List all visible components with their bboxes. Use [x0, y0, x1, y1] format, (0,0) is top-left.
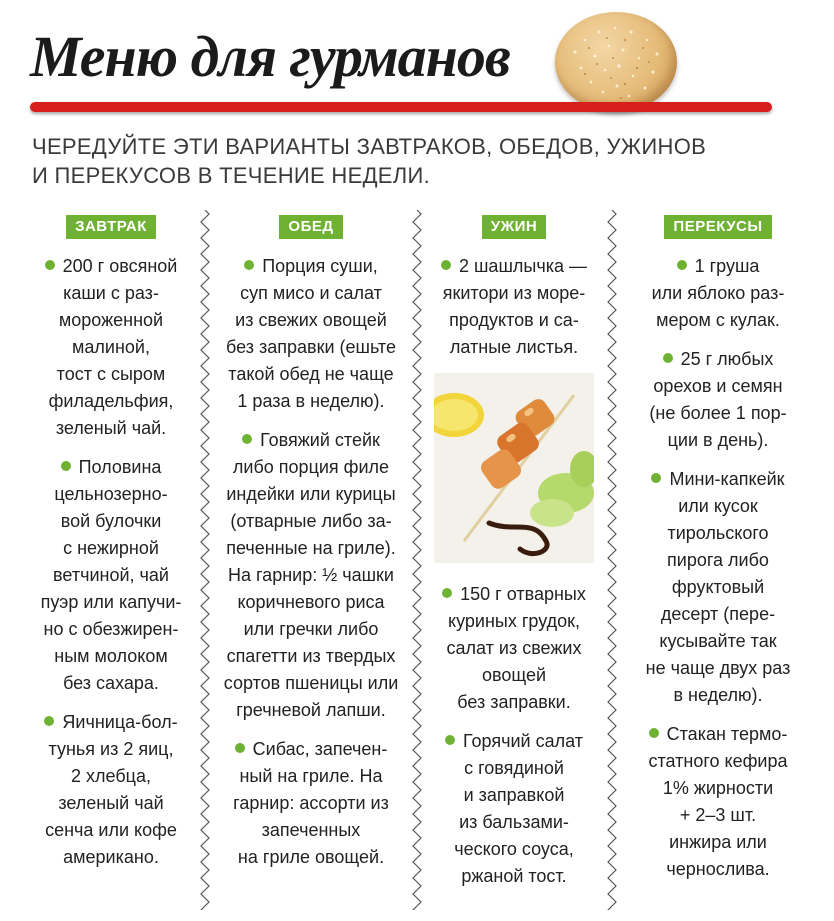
menu-item-line: латные листья. — [449, 337, 579, 357]
cracker-illustration — [555, 12, 677, 112]
menu-item-line: Говяжий стейк — [260, 430, 380, 450]
menu-item-line: гарнир: ассорти из — [233, 793, 389, 813]
menu-item-line: чернослива. — [666, 859, 770, 879]
menu-item-line: куриных грудок, — [448, 611, 580, 631]
menu-item-line: инжира или — [669, 832, 767, 852]
menu-item — [618, 466, 818, 709]
menu-item-line: (не более 1 пор- — [649, 403, 787, 423]
bullet-icon — [61, 461, 71, 471]
menu-item-line: цельнозерно- — [54, 484, 168, 504]
menu-item-line: каши с раз- — [63, 283, 159, 303]
menu-item-line: 150 г отварных — [460, 584, 586, 604]
menu-item-line: 25 г любых — [680, 349, 774, 369]
menu-item-line: Половина — [78, 457, 162, 477]
menu-item-line: без заправки. — [457, 692, 571, 712]
menu-item-line: суп мисо и салат — [240, 283, 382, 303]
menu-item-line: либо порция филе — [232, 457, 390, 477]
item-list — [22, 253, 200, 871]
menu-item-line: сортов пшеницы или — [223, 673, 399, 693]
column-divider — [605, 210, 619, 910]
menu-item — [212, 427, 410, 724]
menu-item-line: продуктов и са- — [449, 310, 579, 330]
menu-item-line: 1% жирности — [662, 778, 774, 798]
bullet-icon — [441, 260, 451, 270]
menu-item-line: тирольского — [667, 523, 769, 543]
menu-item-line: фруктовый — [671, 577, 765, 597]
menu-item-line: ции в день). — [667, 430, 769, 450]
column-snacks — [618, 215, 818, 915]
menu-item-line: мером с кулак. — [656, 310, 780, 330]
menu-item-line: печенные на гриле). — [226, 538, 396, 558]
menu-item-line: орехов и семян — [653, 376, 783, 396]
menu-item-line: мороженной — [58, 310, 164, 330]
item-list — [618, 253, 818, 883]
menu-item-line: Стакан термо- — [666, 724, 788, 744]
menu-item — [22, 454, 200, 697]
bullet-icon — [44, 716, 54, 726]
menu-item-line: без заправки (ешьте — [226, 337, 396, 357]
menu-item-line: и заправкой — [463, 785, 565, 805]
menu-item — [22, 253, 200, 442]
menu-item-line: в неделю). — [673, 685, 763, 705]
menu-item-line: ный на гриле. На — [239, 766, 383, 786]
menu-item-line: американо. — [63, 847, 159, 867]
menu-item-line: или кусок — [678, 496, 758, 516]
menu-item-line: статного кефира — [648, 751, 788, 771]
menu-item-line: но с обезжирен- — [43, 619, 179, 639]
menu-item — [22, 709, 200, 871]
menu-item-line: Мини-капкейк — [669, 469, 785, 489]
menu-item-line: овощей — [481, 665, 547, 685]
menu-item-line: Порция суши, — [262, 256, 378, 276]
menu-item-line: или гречки либо — [243, 619, 379, 639]
menu-item-line: 1 груша — [694, 256, 760, 276]
menu-item-line: без сахара. — [63, 673, 159, 693]
item-list — [212, 253, 410, 871]
menu-item-line: запеченных — [261, 820, 361, 840]
title-underline-bar — [30, 102, 772, 112]
menu-item-line: тунья из 2 яиц, — [48, 739, 174, 759]
subtitle-line: И ПЕРЕКУСОВ В ТЕЧЕНИЕ НЕДЕЛИ. — [32, 163, 431, 188]
menu-item — [212, 253, 410, 415]
menu-item — [212, 736, 410, 871]
menu-item — [618, 346, 818, 454]
menu-item-line: (отварные либо за- — [230, 511, 392, 531]
menu-item-line: с говядиной — [464, 758, 564, 778]
column-divider — [198, 210, 212, 910]
menu-item-line: 2 шашлычка — — [458, 256, 587, 276]
page-title: Меню для гурманов — [30, 24, 510, 89]
menu-item — [618, 253, 818, 334]
page-subtitle — [32, 132, 706, 190]
column-heading: УЖИН — [482, 215, 547, 239]
menu-item — [422, 728, 606, 890]
menu-item-line: салат из свежих — [446, 638, 582, 658]
menu-item-line: ржаной тост. — [461, 866, 567, 886]
menu-item-line: На гарнир: ½ чашки — [228, 565, 394, 585]
menu-item-line: десерт (пере- — [660, 604, 776, 624]
bullet-icon — [649, 728, 659, 738]
menu-item-line: малиной, — [72, 337, 150, 357]
menu-item-line: 1 раза в неделю). — [237, 391, 385, 411]
menu-item-line: такой обед не чаще — [228, 364, 394, 384]
bullet-icon — [445, 735, 455, 745]
menu-item-line: гречневой лапши. — [236, 700, 386, 720]
column-heading: ОБЕД — [279, 215, 342, 239]
bullet-icon — [244, 260, 254, 270]
menu-item-line: 2 хлебца, — [71, 766, 151, 786]
column-lunch — [212, 215, 410, 915]
menu-item-line: зеленый чай. — [55, 418, 167, 438]
bullet-icon — [677, 260, 687, 270]
menu-item — [618, 721, 818, 883]
menu-item — [422, 253, 606, 361]
menu-item-line: Яичница-бол- — [62, 712, 178, 732]
bullet-icon — [663, 353, 673, 363]
menu-item-line: из бальзами- — [459, 812, 569, 832]
menu-item-line: Сибас, запечен- — [252, 739, 388, 759]
menu-item-line: пирога либо — [667, 550, 769, 570]
menu-item — [422, 581, 606, 716]
menu-item-line: не чаще двух раз — [645, 658, 791, 678]
menu-item-line: 200 г овсяной — [62, 256, 178, 276]
menu-item-line: ческого соуса, — [454, 839, 574, 859]
bullet-icon — [651, 473, 661, 483]
column-heading: ПЕРЕКУСЫ — [664, 215, 771, 239]
menu-item-line: якитори из море- — [442, 283, 586, 303]
menu-item-line: филадельфия, — [48, 391, 174, 411]
menu-item-line: коричневого риса — [237, 592, 385, 612]
menu-item-line: зеленый чай — [58, 793, 164, 813]
menu-item-line: спагетти из твердых — [226, 646, 396, 666]
menu-item-line: тост с сыром — [56, 364, 166, 384]
bullet-icon — [45, 260, 55, 270]
subtitle-line: ЧЕРЕДУЙТЕ ЭТИ ВАРИАНТЫ ЗАВТРАКОВ, ОБЕДОВ, УЖИНОВ — [32, 134, 707, 159]
item-list — [422, 253, 606, 890]
bullet-icon — [235, 743, 245, 753]
menu-item-line: + 2–3 шт. — [679, 805, 757, 825]
skewer-photo — [434, 373, 594, 563]
column-breakfast — [22, 215, 200, 915]
menu-item-line: кусывайте так — [659, 631, 777, 651]
menu-item-line: ным молоком — [54, 646, 168, 666]
bullet-icon — [442, 588, 452, 598]
column-dinner — [422, 215, 606, 915]
menu-item-line: пуэр или капучи- — [40, 592, 182, 612]
menu-item-line: сенча или кофе — [45, 820, 177, 840]
column-heading: ЗАВТРАК — [66, 215, 156, 239]
menu-item-line: индейки или курицы — [226, 484, 396, 504]
menu-item-line: или яблоко раз- — [651, 283, 785, 303]
menu-item-line: Горячий салат — [463, 731, 583, 751]
menu-item-line: с нежирной — [63, 538, 159, 558]
menu-item-line: вой булочки — [60, 511, 162, 531]
menu-item-line: из свежих овощей — [235, 310, 387, 330]
menu-item-line: на гриле овощей. — [237, 847, 385, 867]
menu-item-line: ветчиной, чай — [53, 565, 169, 585]
bullet-icon — [242, 434, 252, 444]
seed-dots-icon — [555, 12, 677, 112]
